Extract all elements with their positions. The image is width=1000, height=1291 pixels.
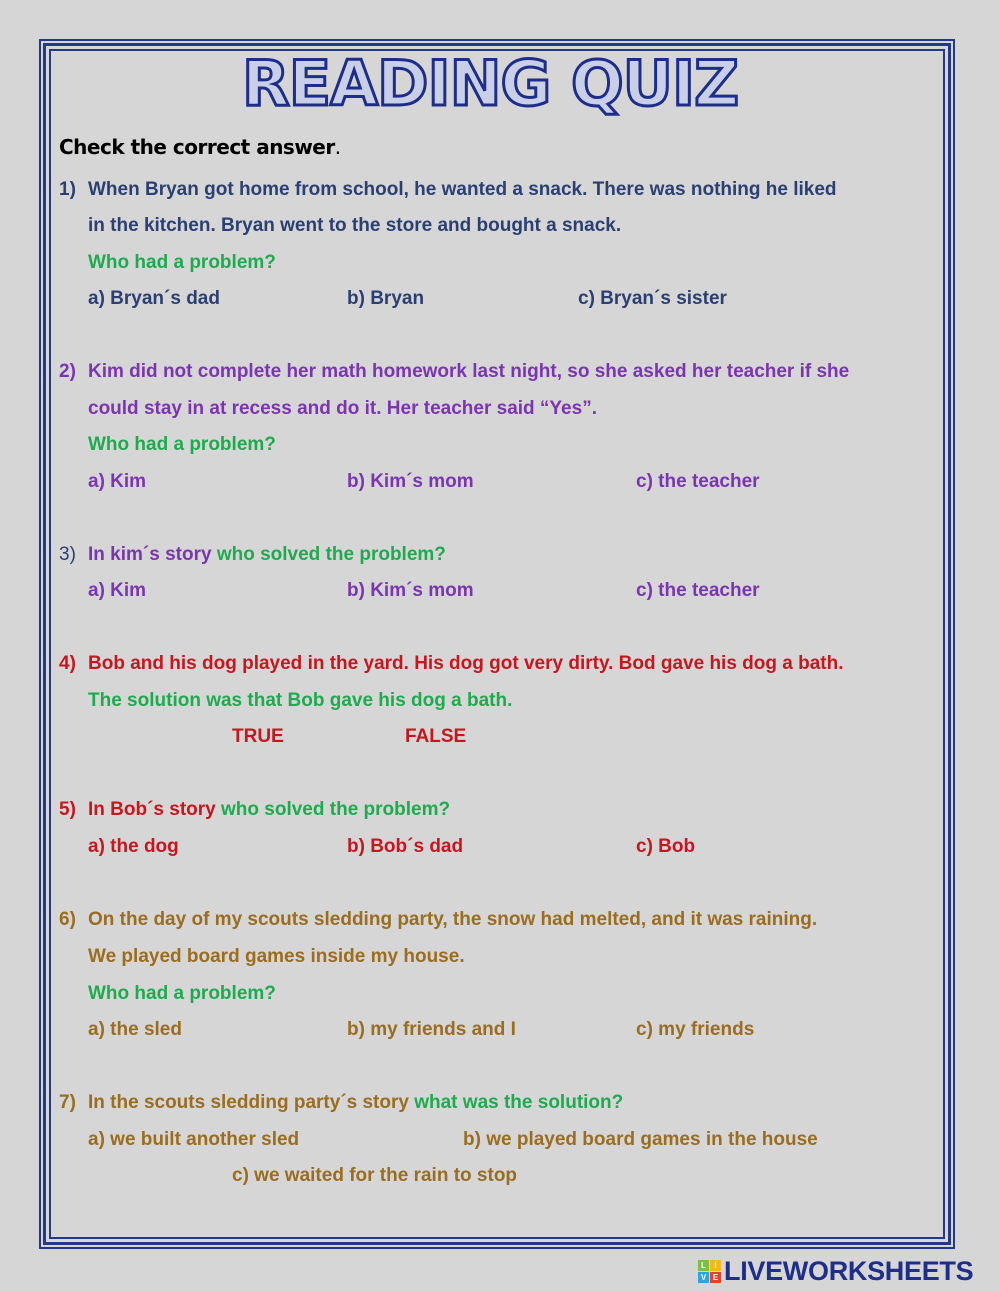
q5-number: 5): [59, 799, 76, 820]
q4-text-line1: Bob and his dog played in the yard. His dog got very dirty. Bod gave his dog a bath.: [88, 653, 844, 674]
q6-text-line2: We played board games inside my house.: [88, 946, 465, 967]
q1-text-line2: in the kitchen. Bryan went to the store and bought a snack.: [88, 215, 622, 236]
q3-option-b[interactable]: b) Kim´s mom: [347, 580, 474, 601]
q1-question: Who had a problem?: [88, 252, 276, 273]
q5-text: In Bob´s story who solved the problem?: [88, 799, 451, 820]
q4-number: 4): [59, 653, 76, 674]
q3-option-a[interactable]: a) Kim: [88, 580, 147, 601]
q7-option-b[interactable]: b) we played board games in the house: [463, 1129, 818, 1150]
q3-number: 3): [59, 544, 76, 565]
q1-option-c[interactable]: c) Bryan´s sister: [578, 288, 727, 309]
q3-option-c[interactable]: c) the teacher: [636, 580, 760, 601]
liveworksheets-logo-icon: L I V E: [698, 1260, 721, 1283]
q1-option-b[interactable]: b) Bryan: [347, 288, 425, 309]
q1-number: 1): [59, 179, 76, 200]
q4-question: The solution was that Bob gave his dog a bath.: [88, 690, 513, 711]
q6-number: 6): [59, 909, 76, 930]
q7-option-c[interactable]: c) we waited for the rain to stop: [232, 1165, 518, 1186]
q1-option-a[interactable]: a) Bryan´s dad: [88, 288, 220, 309]
page-title: [0, 44, 980, 124]
q5-option-b[interactable]: b) Bob´s dad: [347, 836, 464, 857]
q2-question: Who had a problem?: [88, 434, 276, 455]
q6-question: Who had a problem?: [88, 983, 276, 1004]
q2-option-b[interactable]: b) Kim´s mom: [347, 471, 474, 492]
q4-option-true[interactable]: TRUE: [232, 726, 284, 747]
q7-number: 7): [59, 1092, 76, 1113]
q2-text-line1: Kim did not complete her math homework last night, so she asked her teacher if she: [88, 361, 850, 382]
q2-text-line2: could stay in at recess and do it. Her teacher said “Yes”.: [88, 398, 597, 419]
q2-option-c[interactable]: c) the teacher: [636, 471, 760, 492]
q7-text: In the scouts sledding party´s story what was the solution?: [88, 1092, 624, 1113]
q4-option-false[interactable]: FALSE: [405, 726, 467, 747]
q3-text: In kim´s story who solved the problem?: [88, 544, 446, 565]
title-quiz: QUIZ: [570, 47, 739, 120]
q6-option-c[interactable]: c) my friends: [636, 1019, 755, 1040]
q5-option-a[interactable]: a) the dog: [88, 836, 179, 857]
title-reading: READING: [241, 47, 551, 120]
instructions: Check the correct answer.: [59, 135, 341, 159]
q2-number: 2): [59, 361, 76, 382]
q6-option-a[interactable]: a) the sled: [88, 1019, 182, 1040]
q7-option-a[interactable]: a) we built another sled: [88, 1129, 300, 1150]
q5-option-c[interactable]: c) Bob: [636, 836, 696, 857]
q1-text-line1: When Bryan got home from school, he wanted a snack. There was nothing he liked: [88, 179, 837, 200]
q6-text-line1: On the day of my scouts sledding party, the snow had melted, and it was raining.: [88, 909, 818, 930]
q6-option-b[interactable]: b) my friends and I: [347, 1019, 516, 1040]
liveworksheets-logo-text: LIVEWORKSHEETS: [724, 1255, 974, 1286]
q2-option-a[interactable]: a) Kim: [88, 471, 147, 492]
liveworksheets-logo[interactable]: [698, 1255, 974, 1286]
